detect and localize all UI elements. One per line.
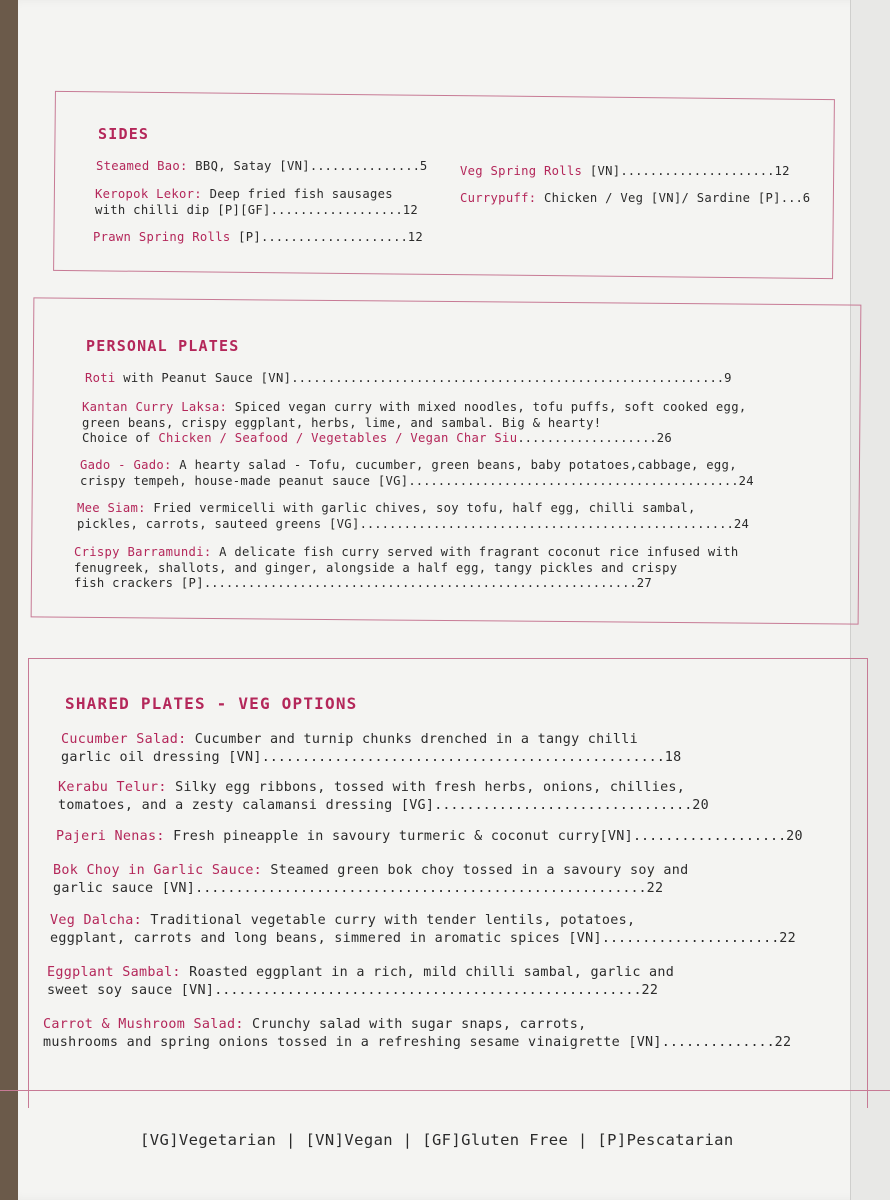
shared-item-cucumber-salad [61, 731, 682, 766]
item-desc-line2: eggplant, carrots and long beans, simmered in aromatic spices [VN] [50, 930, 602, 946]
item-price: 6 [802, 191, 811, 205]
item-choice-prefix: Choice of [82, 431, 159, 445]
item-desc: Fried vermicelli with garlic chives, soy tofu, half egg, chilli sambal, [145, 501, 696, 515]
sides-title: SIDES [98, 125, 150, 143]
item-desc: A hearty salad - Tofu, cucumber, green beans, baby potatoes,cabbage, egg, [171, 458, 737, 472]
item-desc: A delicate fish curry served with fragrant coconut rice infused with [211, 545, 739, 559]
leader-dots: ........................................................ [195, 880, 647, 896]
item-price: 24 [733, 516, 750, 531]
item-desc: Deep fried fish sausages [201, 187, 393, 201]
item-desc: Roasted eggplant in a rich, mild chilli sambal, garlic and [180, 965, 675, 980]
item-price: 5 [419, 159, 428, 173]
footer-divider [0, 1090, 890, 1091]
item-price: 18 [664, 749, 682, 765]
item-choice-options: Chicken / Seafood / Vegetables / Vegan Char Siu [158, 431, 518, 445]
item-desc-line2: garlic sauce [VN] [53, 880, 196, 896]
leader-dots: ................... [632, 829, 787, 844]
personal-item-mee-siam [77, 501, 749, 532]
item-price: 27 [636, 576, 653, 590]
personal-item-kantan-curry-laksa [82, 400, 746, 447]
item-desc: Silky egg ribbons, tossed with fresh herbs, onions, chillies, [166, 780, 686, 795]
leader-dots: ........................................................... [203, 576, 637, 590]
item-desc: [P] [230, 230, 262, 244]
shared-item-carrot-mushroom-salad [43, 1016, 791, 1051]
item-name: Roti [85, 371, 116, 385]
item-name: Bok Choy in Garlic Sauce: [53, 863, 263, 878]
item-name: Veg Dalcha: [50, 913, 142, 928]
personal-plates-title: PERSONAL PLATES [86, 337, 240, 355]
leader-dots: ..................... [620, 164, 775, 178]
sides-item-currypuff [460, 191, 810, 207]
item-desc-line2: crispy tempeh, house-made peanut sauce [VG] [80, 473, 409, 488]
leader-dots: ............... [309, 159, 420, 173]
item-price: 22 [779, 930, 796, 946]
item-desc: Crunchy salad with sugar snaps, carrots, [243, 1017, 587, 1032]
leader-dots: ........................................................... [291, 371, 725, 385]
leader-dots: .................. [270, 202, 403, 217]
item-price: 22 [646, 880, 664, 896]
item-name: Keropok Lekor: [95, 187, 202, 201]
item-price: 12 [407, 230, 424, 244]
sides-item-keropok-lekor [95, 187, 418, 218]
item-name: Eggplant Sambal: [47, 965, 181, 980]
item-price: 26 [656, 431, 673, 445]
sides-box [53, 91, 835, 279]
leader-dots: .................... [261, 230, 408, 244]
item-desc-line2: pickles, carrots, sauteed greens [VG] [77, 516, 360, 531]
item-desc: Spiced vegan curry with mixed noodles, tofu puffs, soft cooked egg, [227, 400, 747, 414]
item-desc: Fresh pineapple in savoury turmeric & coconut curry[VN] [164, 829, 633, 844]
item-desc: with Peanut Sauce [VN] [115, 371, 292, 385]
leader-dots: ... [780, 191, 803, 205]
item-desc: Chicken / Veg [VN]/ Sardine [P] [536, 191, 781, 205]
item-name: Pajeri Nenas: [56, 829, 165, 844]
item-name: Veg Spring Rolls [460, 164, 583, 178]
item-name: Mee Siam: [77, 501, 146, 515]
item-name: Gado - Gado: [80, 458, 172, 472]
item-desc-line2: fenugreek, shallots, and ginger, alongside a half egg, tangy pickles and crispy [74, 560, 678, 575]
item-desc-line3: fish crackers [P] [74, 576, 204, 590]
sides-item-steamed-bao [96, 159, 428, 175]
shared-item-pajeri-nenas [56, 828, 803, 846]
item-desc: Steamed green bok choy tossed in a savoury soy and [262, 863, 689, 878]
item-price: 12 [402, 202, 419, 217]
leader-dots: ................... [517, 431, 657, 445]
item-desc: Traditional vegetable curry with tender lentils, potatoes, [141, 913, 636, 928]
item-desc: [VN] [582, 164, 621, 178]
personal-item-gado-gado [80, 458, 754, 489]
personal-item-crispy-barramundi [74, 545, 738, 592]
item-desc: Cucumber and turnip chunks drenched in a tangy chilli [186, 732, 638, 747]
item-name: Kerabu Telur: [58, 780, 167, 795]
leader-dots: ..................................................... [214, 982, 642, 998]
dietary-legend: [VG]Vegetarian | [VN]Vegan | [GF]Gluten Free | [P]Pescatarian [140, 1131, 734, 1149]
item-price: 20 [786, 829, 803, 844]
shared-item-kerabu-telur [58, 779, 709, 814]
item-name: Steamed Bao: [96, 159, 188, 173]
item-name: Kantan Curry Laksa: [82, 400, 228, 414]
shared-item-eggplant-sambal [47, 964, 674, 999]
item-price: 9 [724, 371, 732, 385]
item-price: 12 [774, 164, 790, 178]
item-name: Prawn Spring Rolls [93, 230, 231, 244]
item-price: 22 [641, 982, 659, 998]
sides-item-veg-spring-rolls [460, 164, 790, 180]
leader-dots: ............................................. [408, 473, 739, 488]
item-desc-line2: mushrooms and spring onions tossed in a refreshing sesame vinaigrette [VN] [43, 1034, 662, 1050]
item-name: Carrot & Mushroom Salad: [43, 1017, 244, 1032]
leader-dots: ...................... [601, 930, 780, 946]
personal-item-roti [85, 371, 732, 387]
item-desc: BBQ, Satay [VN] [187, 159, 310, 173]
item-price: 22 [774, 1034, 792, 1050]
item-desc-line2: sweet soy sauce [VN] [47, 982, 215, 998]
item-name: Cucumber Salad: [61, 732, 187, 747]
leader-dots: .............. [661, 1034, 775, 1050]
item-desc-line2: garlic oil dressing [VN] [61, 749, 262, 765]
item-price: 24 [738, 473, 754, 488]
leader-dots: ................................................... [359, 516, 734, 531]
item-desc-line2: with chilli dip [P][GF] [95, 202, 271, 217]
shared-plates-title: SHARED PLATES - VEG OPTIONS [65, 694, 358, 713]
leader-dots: ................................ [434, 797, 693, 813]
shared-item-bok-choy [53, 862, 689, 897]
sides-item-prawn-spring-rolls [93, 230, 423, 246]
item-desc-line2: green beans, crispy eggplant, herbs, lime, and sambal. Big & hearty! [82, 415, 602, 430]
leader-dots: .................................................. [261, 749, 665, 765]
item-price: 20 [692, 797, 710, 813]
shared-item-veg-dalcha [50, 912, 796, 947]
item-desc-line2: tomatoes, and a zesty calamansi dressing [VG] [58, 797, 435, 813]
item-name: Crispy Barramundi: [74, 545, 212, 559]
item-name: Currypuff: [460, 191, 537, 205]
